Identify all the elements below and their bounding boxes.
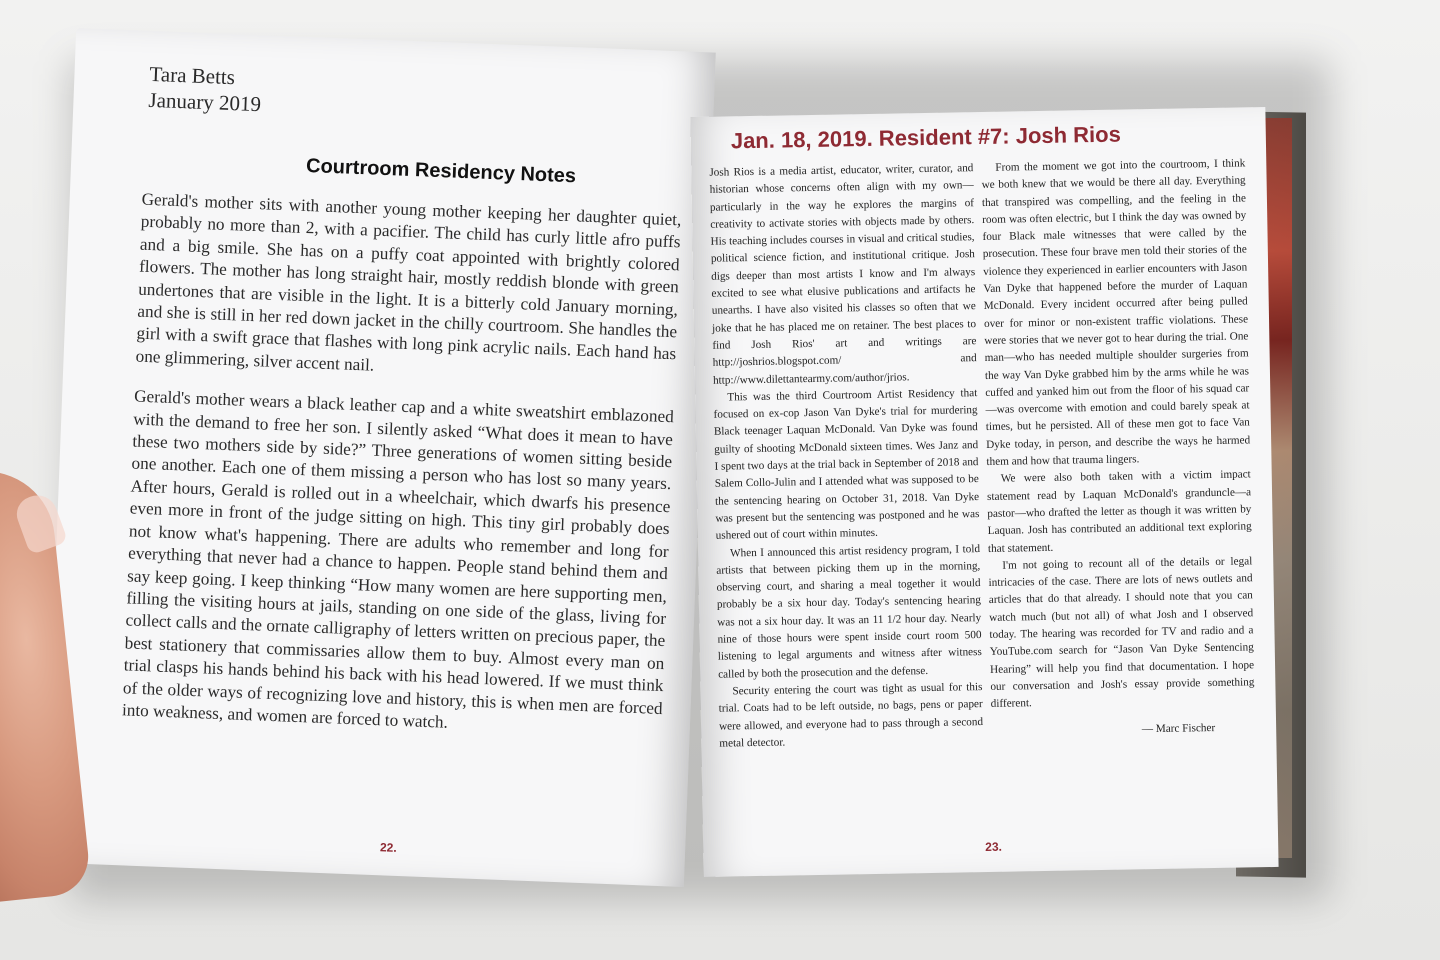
left-page-number: 22. xyxy=(379,840,397,855)
left-paragraph: Gerald's mother sits with another young mother keeping her daughter quiet, probably no more than 2, with a pacifier. The child has curly little afro puffs and a big smile. She has on a puffy coat appointed with brightly colored flowers. The mother has long straight hair, mostly reddish blonde with green undertones that are visible in the light. It is a bitterly cold January morning, and she is still in her red down jacket in the chilly courtroom. She handles the girl with a swift grace that flashes with long pink acrylic nails. Each hand has one glimmering, silver accent nail. xyxy=(135,189,682,375)
right-page-number: 23. xyxy=(985,839,1003,855)
right-page-column-1 xyxy=(709,160,983,753)
left-paragraph: Gerald's mother wears a black leather cap and a white sweatshirt emblazoned with the demand to free her son. I silently asked “What does it mean to have these two mothers side by side?” Three generations of women sitting beside one another. Each one of them missing a person who has lost so many years. After hours, Gerald is rolled out in a wheelchair, which dwarfs his presence even more in front of the judge sitting on high. This tiny girl probably does not know what's happening. There are adults who remember and long for everything that never had a chance to happen. People stand behind them and say keep going. I keep thinking “How many women are here supporting men, filling the visiting hours at jails, standing on one side of the glass, living for collect calls and the ornate calligraphy of letters written on precious paper, the best stationery that commissaries allow them to buy. Almost every man on trial clasps his hands behind his back with his head lowered. If we must think of the older ways of recognizing love and history, this is when men are forced into weakness, and women are forced to watch. xyxy=(121,386,675,732)
column-paragraph: We were also both taken with a victim impact statement read by Laquan McDonald's granduncle—a pastor—who drafted the letter as though it was written by Laquan. Josh has contributed an additional text exploring that statement. xyxy=(986,468,1252,555)
signature: — Marc Fischer xyxy=(1141,721,1216,735)
column-paragraph: From the moment we got into the courtroom, I think we both knew that we would be there all day. Everything that transpired was compelling, and the feeling in the room was often electric, but I think the day was owned by four Black male witnesses that were called by the prosecution. These four brave men told their stories of the violence they experienced in earlier encounters with Jason Van Dyke that happened before the murder of Laquan McDonald. Every incident occurred after being pulled over for minor or non-existent traffic violations. These were stories that we never got to hear during the trial. One man—who has needed multiple shoulder surgeries from the way Van Dyke grabbed him by the arms while he was cuffed and yanked him out from the floor of his squad car—was overcome with emotion and could barely speak at times, but he persisted. All of these men got to face Van Dyke today, in person, and describe the ways he harmed them and how that trauma lingers. xyxy=(981,157,1251,469)
left-page-body xyxy=(121,189,682,761)
right-page-heading: Jan. 18, 2019. Resident #7: Josh Rios xyxy=(730,121,1122,154)
left-page xyxy=(44,28,716,887)
author-block xyxy=(148,61,262,117)
right-page-column-2 xyxy=(981,155,1255,740)
column-paragraph: Josh Rios is a media artist, educator, writer, curator, and historian whose concerns often align with my own—particularly in the way he explores the margins of creativity to activate stories with objects made by others. His teaching includes courses in visual and critical studies, political science fiction, and institutional critique. Josh digs deeper than most artists I know and I'm always excited to see what elusive publications and artifacts he unearths. I have also visited his classes so often that we joke that he has placed me on retainer. The best places to find Josh Rios' art and writings are http://joshrios.blogspot.com/ and http://www.dilettantearmy.com/author/jrios. xyxy=(709,162,977,387)
author-name: Tara Betts xyxy=(149,61,236,90)
column-paragraph: When I announced this artist residency program, I told artists that between picking them up in the morning, observing court, and sharing a meal together it would probably be a six hour day. Today's sentencing hearing was not a six hour day. It was an 11 1/2 hour day. Nearly nine of those hours were spent inside court room 500 listening to legal arguments and witness after witness called by both the prosecution and the defense. xyxy=(716,542,982,681)
column-paragraph: This was the third Courtroom Artist Residency that focused on ex-cop Jason Van Dyke's trial for murdering Black teenager Laquan McDonald. Van Dyke was found guilty of shooting McDonald sixteen times. Wes Janz and I spent two days at the trial back in September of 2018 and Salem Collo-Julin and I attended what was supposed to be the sentencing hearing on October 31, 2018. Van Dyke was present but the sentencing was postponed and he was ushered out of court within minutes. xyxy=(713,386,980,542)
column-paragraph: I'm not going to recount all of the details or legal intricacies of the case. There are lots of news outlets and articles that do that already. I should note that you can watch much (but not all) of what Josh and I observed today. The hearing was recorded for TV and radio and a YouTube.com search for “Jason Van Dyke Sentencing Hearing” will help you find that documentation. I hope our conversation and Josh's essay provide something different. xyxy=(988,555,1255,711)
author-date: January 2019 xyxy=(148,87,262,117)
column-paragraph: Security entering the court was tight as usual for this trial. Coats had to be left outside, no bags, pens or paper were allowed, and everyone had to pass through a second metal detector. xyxy=(718,680,984,750)
left-page-heading: Courtroom Residency Notes xyxy=(305,154,577,188)
right-page xyxy=(690,107,1278,877)
